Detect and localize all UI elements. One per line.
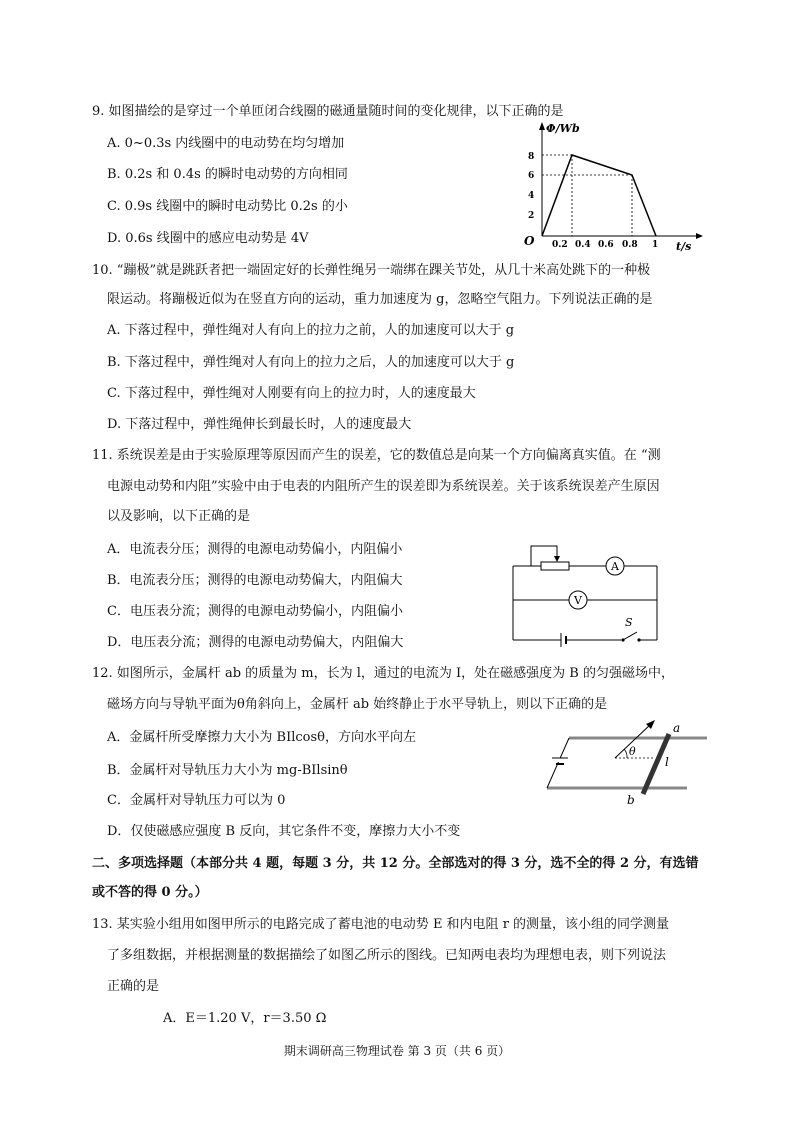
ytick-6: 6 [528,171,535,181]
flux-curve [542,155,656,236]
q11-option-d: D．电压表分流；测得的电源电动势偏大，内阻偏大 [107,635,404,650]
q12-stem-2: 磁场方向与导轨平面为θ角斜向上，金属杆 ab 始终静止于水平导轨上，则以下正确的是 [107,697,608,712]
ammeter-label: A [611,560,619,573]
q12-option-a: A．金属杆所受摩擦力大小为 BIlcosθ，方向水平向左 [107,730,416,745]
xtick-0.8: 0.8 [622,240,638,250]
graph-ylabel: Φ/Wb [546,122,580,135]
q11-stem-2: 电源电动势和内阻”实验中由于电表的内阻所产生的误差即为系统误差。关于该系统误差产生原因 [107,479,660,494]
ytick-8: 8 [528,152,535,162]
q9-option-c: C. 0.9s 线圈中的瞬时电动势比 0.2s 的小 [107,199,348,214]
q13-stem-1: 13. 某实验小组用如图甲所示的电路完成了蓄电池的电动势 E 和内电阻 r 的测量，该小组的同学测量 [92,917,670,932]
measurement-circuit [505,538,665,650]
q13-stem-2: 了多组数据，并根据测量的数据描绘了如图乙所示的图线。已知两电表均为理想电表，则下列说法 [107,948,667,963]
graph-origin: O [524,234,535,248]
q10-stem-2: 限运动。将蹦极近似为在竖直方向的运动，重力加速度为 g，忽略空气阻力。下列说法正确的是 [107,292,653,307]
q11-option-b: B．电流表分压；测得的电源电动势偏大，内阻偏大 [107,573,403,588]
q10-option-d: D. 下落过程中，弹性绳伸长到最长时，人的速度最大 [107,417,412,432]
label-b: b [627,793,635,806]
q10-option-c: C. 下落过程中，弹性绳对人刚要有向上的拉力时，人的速度最大 [107,386,476,401]
theta-label: θ [629,745,636,758]
switch-label: S [625,616,633,629]
xtick-0.4: 0.4 [575,240,591,250]
q9-option-d: D. 0.6s 线圈中的感应电动势是 4V [107,231,309,246]
q13-stem-3: 正确的是 [107,979,160,994]
label-l: l [665,755,669,769]
q12-option-d: D．仅使磁感应强度 B 反向，其它条件不变，摩擦力大小不变 [107,824,461,839]
xtick-0.6: 0.6 [598,240,614,250]
q11-stem-3: 以及影响，以下正确的是 [107,509,251,524]
q10-option-b: B. 下落过程中，弹性绳对人有向上的拉力之后，人的加速度可以大于 g [107,355,515,370]
q10-stem-1: 10. “蹦极”就是跳跃者把一端固定好的长弹性绳另一端绑在踝关节处，从几十米高处跳下的一种极 [92,263,651,278]
page-footer: 期末调研高三物理试卷 第 3 页（共 6 页） [283,1044,511,1058]
q10-option-a: A. 下落过程中，弹性绳对人有向上的拉力之前，人的加速度可以大于 g [107,323,515,338]
rheostat [541,562,569,570]
q12-stem-1: 12. 如图所示，金属杆 ab 的质量为 m，长为 l，通过的电流为 I，处在磁感强度为 B 的匀强磁场中， [92,666,674,681]
q11-stem-1: 11. 系统误差是由于实验原理等原因而产生的误差，它的数值总是向某一个方向偏离真实值。在 “测 [92,448,661,463]
q11-option-a: A．电流表分压；测得的电源电动势偏小，内阻偏小 [107,542,403,557]
q13-option-a: A．E＝1.20 V，r＝3.50 Ω [163,1011,327,1026]
q9-stem: 9. 如图描绘的是穿过一个单匝闭合线圈的磁通量随时间的变化规律，以下正确的是 [92,104,564,119]
graph-xlabel: t/s [676,240,692,253]
flux-time-graph [518,118,708,256]
voltmeter-label: V [574,594,582,607]
xtick-1: 1 [652,240,659,250]
switch-icon [623,632,637,640]
rail-rod-figure [525,718,720,806]
label-a: a [673,721,681,735]
q12-option-b: B．金属杆对导轨压力大小为 mg-BIlsinθ [107,763,348,778]
q9-option-b: B. 0.2s 和 0.4s 的瞬时电动势的方向相同 [107,167,348,182]
section-2-heading-2: 或不答的得 0 分。） [92,885,208,900]
q9-option-a: A. 0~0.3s 内线圈中的电动势在均匀增加 [107,136,345,151]
q12-option-c: C．金属杆对导轨压力可以为 0 [107,793,286,808]
q11-option-c: C．电压表分流；测得的电源电动势偏小，内阻偏小 [107,604,403,619]
ytick-4: 4 [528,191,535,201]
ytick-2: 2 [528,211,535,221]
section-2-heading-1: 二、多项选择题（本部分共 4 题，每题 3 分，共 12 分。全部选对的得 3 分，选不全的得 2 分，有选错 [92,856,699,871]
xtick-0.2: 0.2 [552,240,568,250]
